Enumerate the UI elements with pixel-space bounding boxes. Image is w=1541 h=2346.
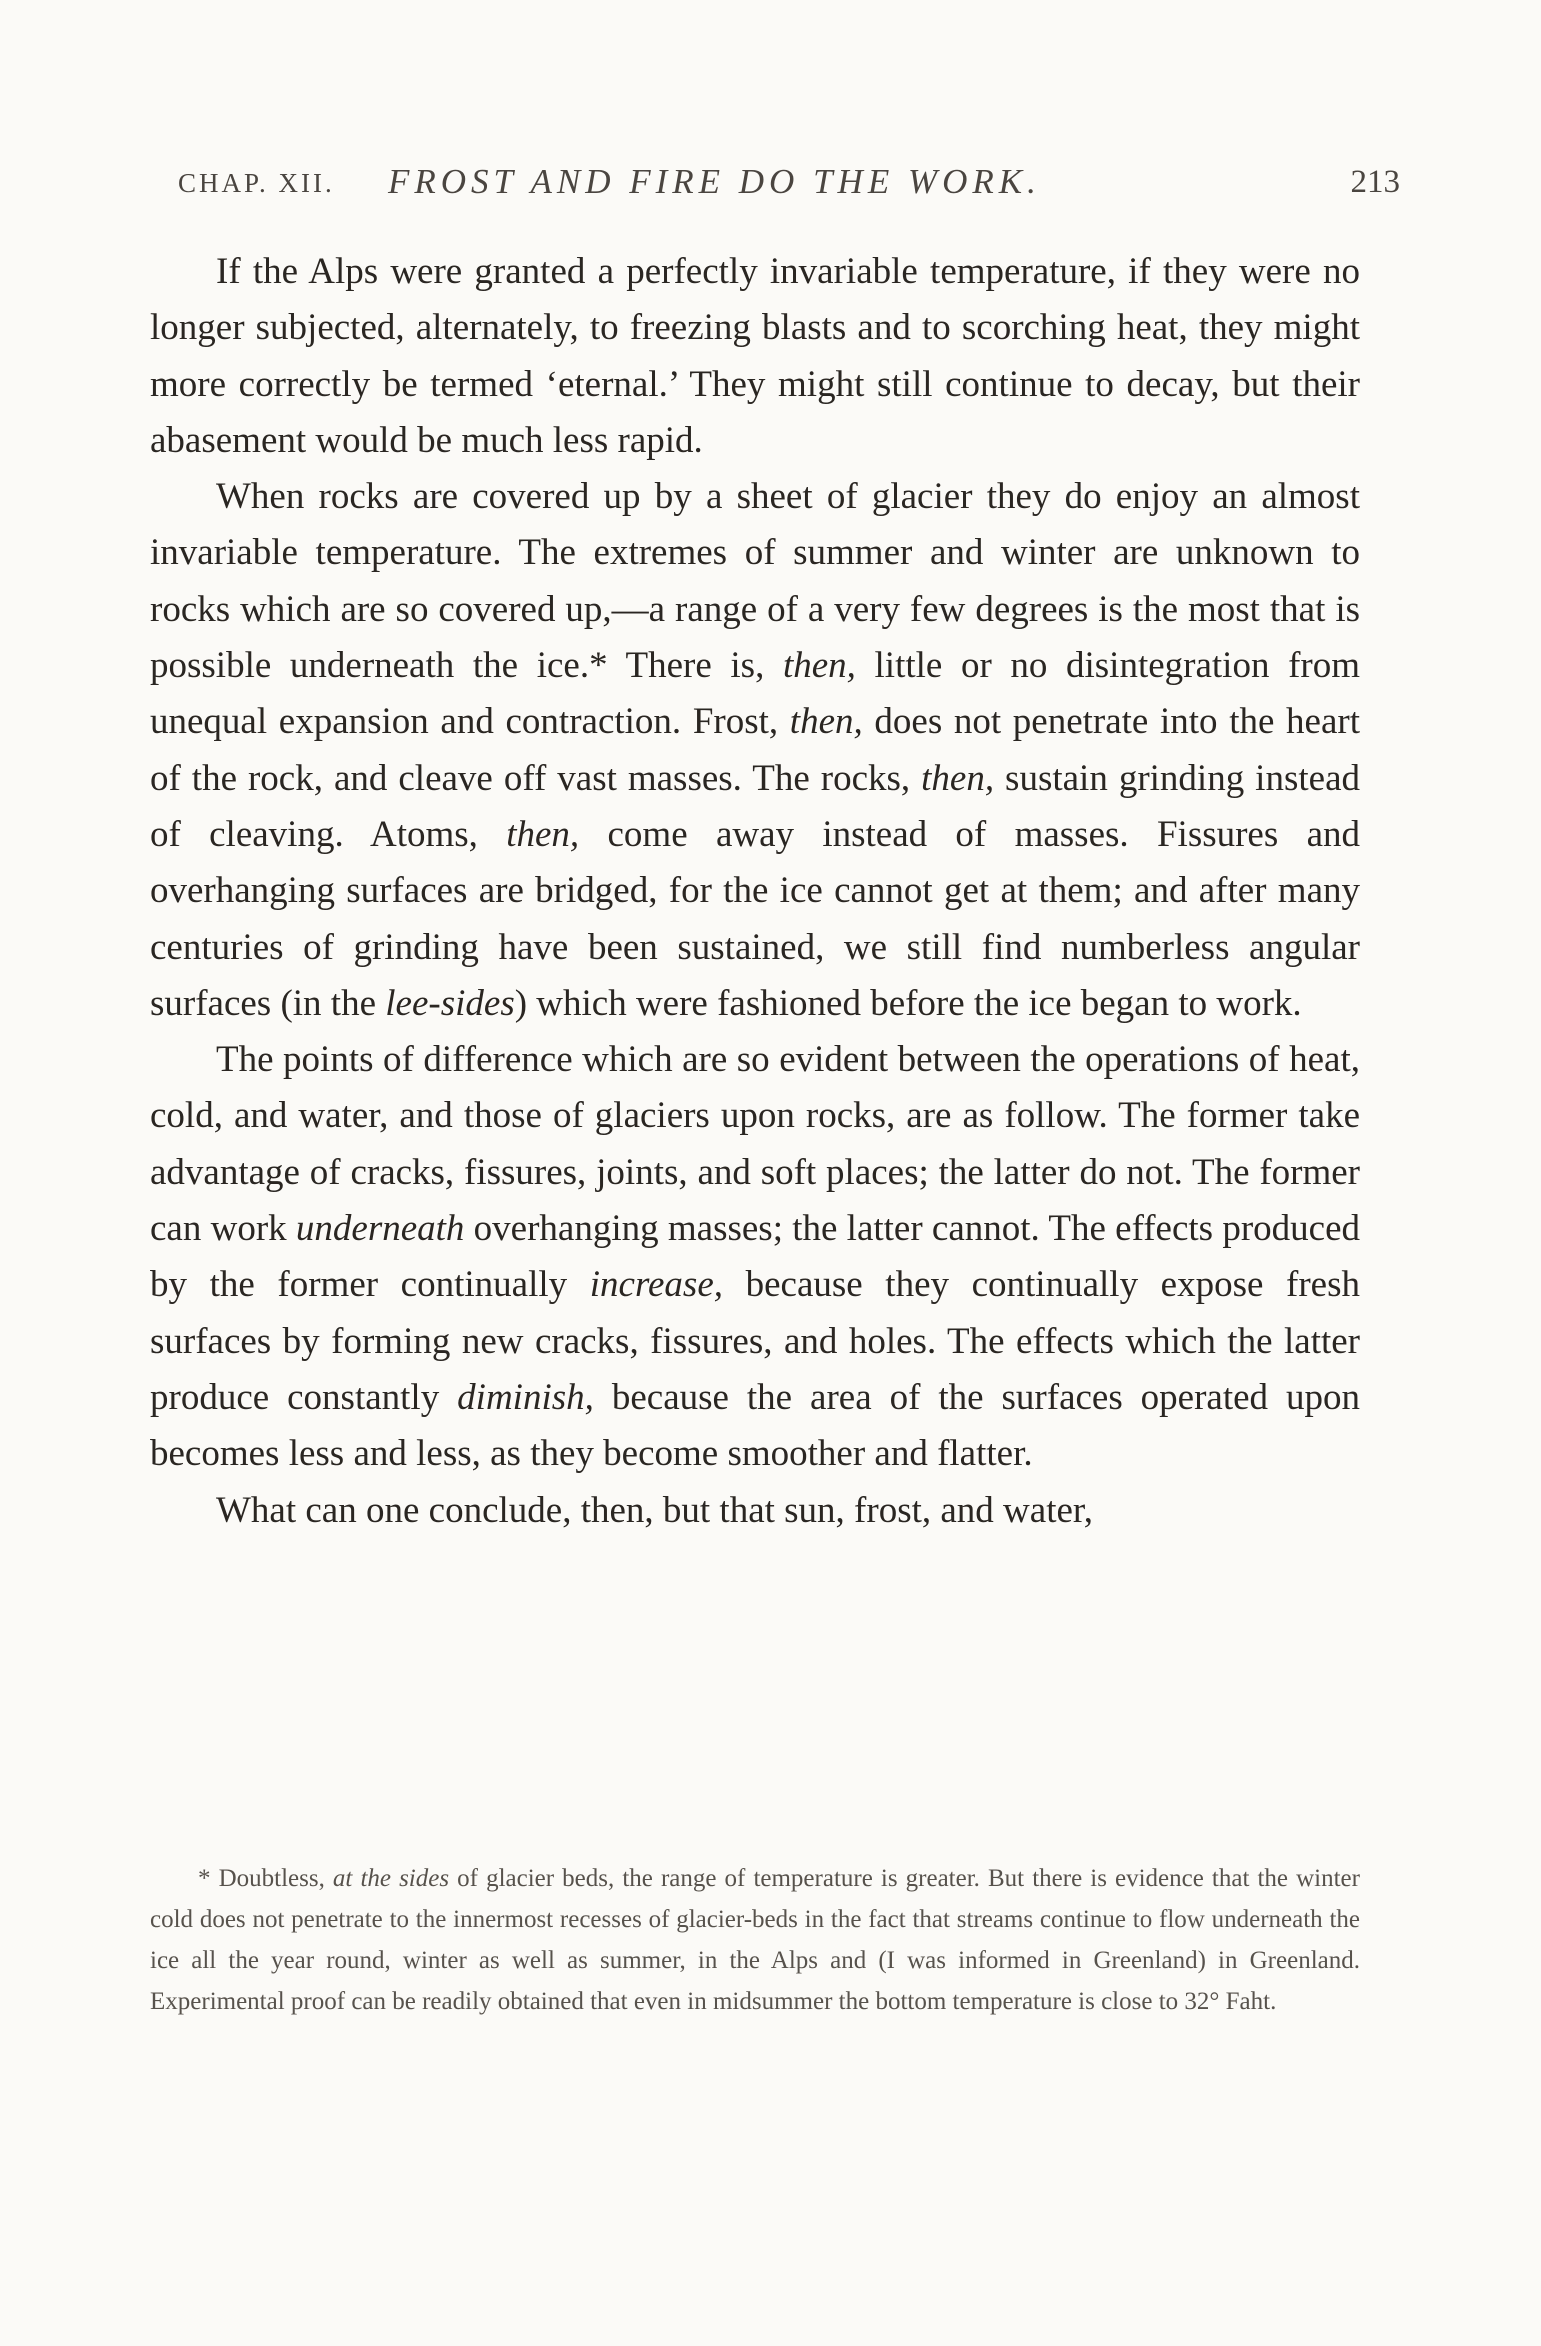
text-run: does not penetrate into the heart of the rock, and cleave off vast masses. The rocks,: [150, 701, 1360, 799]
emphasis: lee-sides: [385, 982, 515, 1024]
page-number: 213: [1350, 164, 1400, 200]
paragraph-3: [150, 1032, 1360, 1482]
text-run: because they continually expose fresh surfaces by forming new cracks, fissures, and holes. The effects which the latter produce constantly: [150, 1264, 1360, 1418]
footnote-text: [150, 1858, 1360, 2022]
emphasis: increase,: [589, 1264, 723, 1306]
body-text: [150, 244, 1360, 1539]
text-run: The points of difference which are so evident between the operations of heat, cold, and water, and those of glaciers upon rocks, are as follow. The former take advantage of cracks, fissures, joints, and soft places; the latter do not. The former can work: [150, 1039, 1360, 1250]
emphasis: then,: [789, 701, 863, 743]
paragraph-4: What can one conclude, then, but that sun, frost, and water,: [216, 1489, 1093, 1531]
text-run: little or no disintegration from unequal expansion and contraction. Frost,: [150, 645, 1360, 743]
text-run: * Doubtless,: [198, 1865, 333, 1892]
text-run: sustain grinding instead of cleaving. Atoms,: [150, 757, 1360, 855]
footnote: [150, 1858, 1360, 2022]
paragraph-2: [150, 469, 1360, 1032]
emphasis: then,: [782, 645, 856, 687]
emphasis: diminish,: [457, 1376, 594, 1418]
paragraph-1: If the Alps were granted a perfectly invariable temperature, if they were no longer subjected, alternately, to freezing blasts and to scorching heat, they might more correctly be termed ‘eternal.’ They might still continue to decay, but their abasement would be much less rapid.: [150, 251, 1360, 461]
emphasis: underneath: [295, 1208, 465, 1250]
running-title: FROST AND FIRE DO THE WORK.: [388, 162, 1041, 201]
text-run: come away instead of masses. Fissures and overhanging surfaces are bridged, for the ice cannot get at them; and after many centuries of grinding have been sustained, we still find numberless angular surfaces (in the: [150, 813, 1360, 1024]
text-run: of glacier beds, the range of temperature is greater. But there is evidence that the winter cold does not penetrate to the innermost recesses of glacier-beds in the fact that streams continue to flow underneath the ice all the year round, winter as well as summer, in the Alps and (I was informed in Greenland) in Greenland. Experimental proof can be readily obtained that even in midsummer the bottom temperature is close to 32° Faht.: [150, 1865, 1360, 2015]
text-run: overhanging masses; the latter cannot. The effects produced by the former continually: [150, 1208, 1360, 1306]
text-run: because the area of the surfaces operated upon becomes less and less, as they become smoother and flatter.: [150, 1376, 1361, 1475]
chapter-label: CHAP. XII.: [178, 168, 335, 198]
running-header: [178, 162, 1400, 206]
text-run: When rocks are covered up by a sheet of glacier they do enjoy an almost invariable temperature. The extremes of summer and winter are unknown to rocks which are so covered up,—a range of a very few degrees is the most that is possible underneath the ice.* There is,: [150, 476, 1360, 687]
text-run: ) which were fashioned before the ice began to work.: [514, 982, 1302, 1024]
emphasis: then,: [921, 757, 995, 799]
emphasis: at the sides: [332, 1865, 450, 1892]
emphasis: then,: [506, 813, 580, 855]
